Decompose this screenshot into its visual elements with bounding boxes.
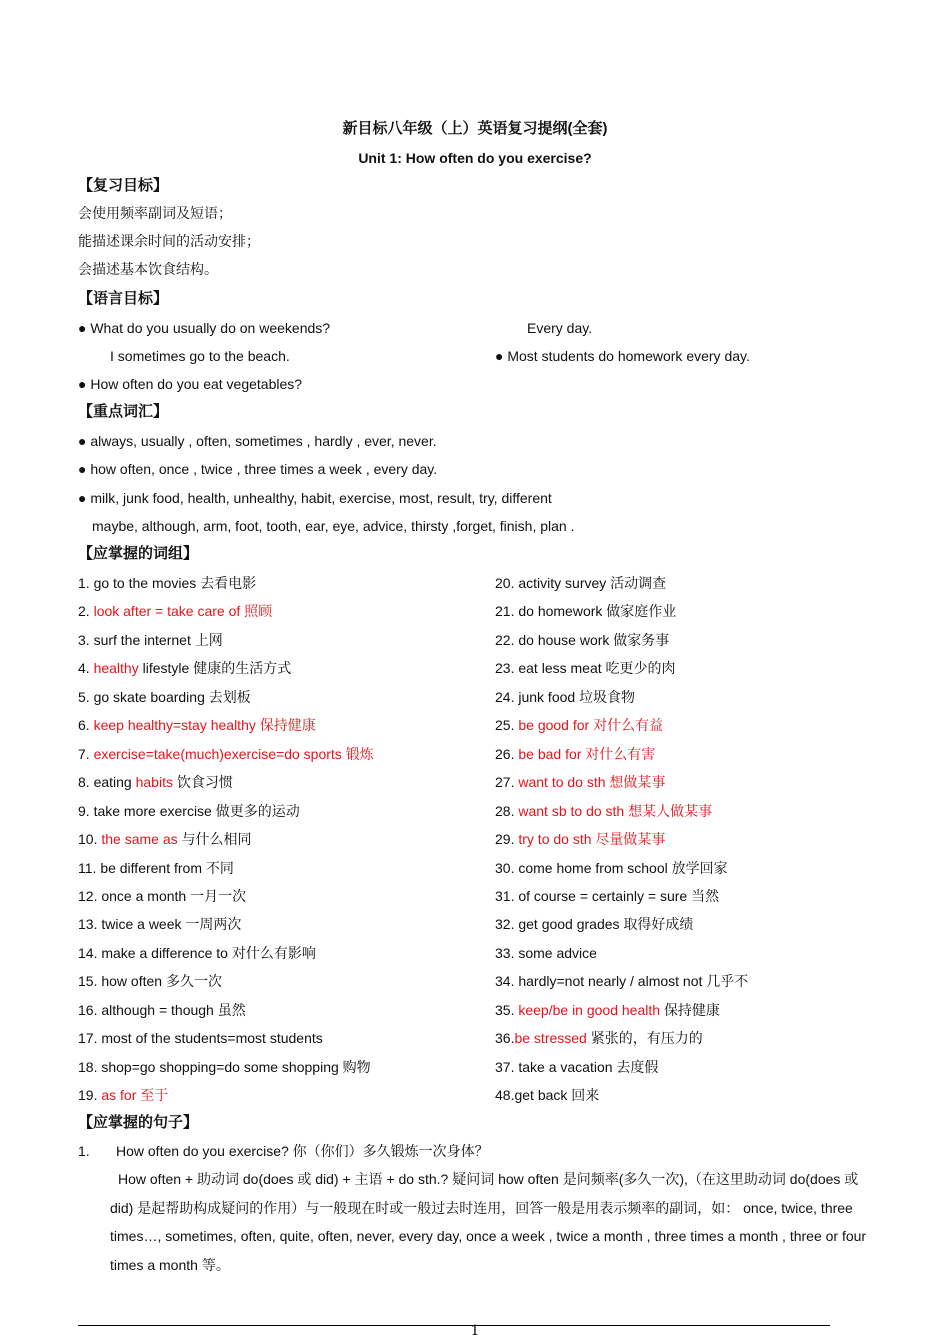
vocab-line: ● milk, junk food, health, unhealthy, habit, exercise, most, result, try, different	[78, 490, 552, 506]
phrase-segment: 25.	[495, 717, 519, 734]
phrase-segment: 13. twice a week	[78, 916, 186, 933]
phrase-segment: 20. activity survey	[495, 575, 611, 591]
phrase-item	[78, 886, 246, 907]
phrase-item	[495, 1028, 703, 1049]
phrase-item	[495, 772, 665, 793]
phrase-segment: 3. surf the internet	[78, 631, 195, 648]
phrase-item	[495, 886, 719, 907]
phrase-item	[495, 1000, 720, 1021]
phrase-segment: 去看电影	[200, 576, 257, 592]
page-number: 1	[470, 1323, 480, 1339]
phrase-segment: 保持健康	[259, 718, 316, 735]
vocab-line: ● how often, once , twice , three times a week , every day.	[78, 461, 438, 477]
phrase-segment: 6.	[78, 717, 94, 734]
sentence-number: 1.	[78, 1143, 90, 1159]
language-question: ● How often do you eat vegetables?	[78, 376, 303, 392]
goal-item: 会描述基本饮食结构。	[78, 262, 218, 278]
phrase-item	[495, 658, 676, 679]
goal-item: 会使用频率副词及短语；	[78, 206, 232, 222]
phrase-segment: 23. eat less meat	[495, 660, 606, 677]
phrase-segment: 健康的生活方式	[193, 661, 292, 678]
language-sentence: ● Most students do homework every day.	[495, 348, 750, 364]
phrase-segment: 26.	[495, 745, 519, 762]
phrase-item	[495, 914, 693, 935]
phrase-segment: 照顾	[244, 604, 273, 621]
language-question: ● What do you usually do on weekends?	[78, 320, 331, 336]
phrase-segment: 33. some advice	[495, 944, 597, 961]
phrase-segment: 保持健康	[663, 1002, 720, 1019]
phrase-segment: 27.	[495, 774, 519, 791]
phrase-item	[78, 658, 291, 679]
phrase-segment: 垃圾食物	[579, 689, 636, 706]
document-title: 新目标八年级（上）英语复习提纲(全套)	[342, 120, 608, 137]
phrase-segment: 尽量做某事	[595, 832, 666, 849]
phrase-segment: 36.	[495, 1030, 515, 1047]
goal-item: 能描述课余时间的活动安排；	[78, 234, 260, 250]
phrase-segment: 做家庭作业	[606, 604, 677, 621]
unit-title: Unit 1: How often do you exercise?	[358, 150, 592, 166]
phrase-segment: 24. junk food	[495, 688, 580, 705]
phrase-segment: 对什么有益	[593, 718, 664, 735]
phrase-segment: 至于	[140, 1088, 169, 1105]
phrase-item	[78, 630, 223, 651]
phrase-segment: 对什么有害	[585, 746, 656, 763]
phrase-item	[78, 601, 272, 622]
phrase-item	[78, 1028, 323, 1048]
phrase-segment: 18. shop=go shopping=do some shopping	[78, 1058, 343, 1075]
phrase-segment: 上网	[194, 632, 223, 649]
phrase-segment: as for	[101, 1087, 141, 1104]
phrase-segment: 几乎不	[706, 974, 749, 991]
phrase-segment: 17. most of the students=most students	[78, 1030, 323, 1047]
phrase-item	[78, 829, 252, 850]
phrase-segment: look after = take care of	[93, 603, 245, 620]
phrase-item	[495, 1057, 658, 1078]
section-heading-language: 【语言目标】	[78, 290, 169, 307]
phrase-segment: 做更多的运动	[215, 803, 300, 820]
phrase-segment: 与什么相同	[181, 832, 252, 849]
phrase-item	[78, 715, 316, 736]
phrase-segment: want to do sth	[518, 774, 610, 791]
phrase-item	[78, 687, 251, 708]
phrase-segment: 31. of course = certainly = sure	[495, 887, 692, 904]
phrase-segment: 10.	[78, 831, 102, 848]
phrase-segment: want sb to do sth	[518, 802, 629, 819]
phrase-item	[495, 630, 669, 651]
section-heading-vocab: 【重点词汇】	[78, 403, 169, 420]
phrase-segment: 做家务事	[613, 632, 670, 649]
phrase-segment: 21. do homework	[495, 603, 607, 620]
phrase-segment: 4.	[78, 660, 94, 677]
phrase-segment: healthy	[93, 660, 139, 677]
phrase-segment: 19.	[78, 1087, 102, 1104]
phrase-item	[495, 744, 655, 765]
phrase-segment: 2.	[78, 603, 94, 620]
phrase-segment: 32. get good grades	[495, 916, 624, 933]
language-answer: Every day.	[527, 320, 593, 336]
phrase-segment: 29.	[495, 831, 519, 848]
phrase-item	[78, 914, 241, 935]
phrase-item	[78, 1085, 168, 1106]
phrase-segment: 去度假	[616, 1059, 659, 1076]
phrase-segment: keep/be in good health	[518, 1001, 664, 1018]
phrase-segment: 当然	[691, 888, 720, 905]
phrase-segment: 想做某事	[609, 775, 666, 792]
phrase-segment: be stressed	[514, 1030, 591, 1047]
phrase-segment: 14. make a difference to	[78, 944, 232, 961]
phrase-segment: 15. how often	[78, 973, 166, 990]
phrase-item	[495, 715, 663, 736]
phrase-segment: 购物	[342, 1059, 371, 1076]
phrase-segment: 一周两次	[185, 917, 242, 934]
section-heading-sentences: 【应掌握的句子】	[78, 1114, 199, 1131]
phrase-segment: keep healthy=stay healthy	[93, 717, 260, 734]
phrase-item	[78, 744, 374, 765]
section-heading-goals: 【复习目标】	[78, 177, 169, 194]
phrase-segment: 48.get back	[495, 1087, 572, 1104]
phrase-segment: 37. take a vacation	[495, 1058, 617, 1075]
phrase-item	[78, 801, 300, 822]
phrase-segment: 30. come home from school	[495, 859, 672, 876]
phrase-segment: 去划板	[208, 689, 251, 706]
phrase-segment: 一月一次	[190, 888, 247, 905]
phrase-item	[495, 858, 728, 879]
phrase-segment: 28.	[495, 802, 519, 819]
sentence-explanation: How often + 助动词 do(does 或 did) + 主语 + do sth.? 疑问词 how often 是问频率(多久一次),（在这里助动词 do(does 或 did) 是起帮助构成疑问的作用）与一般现在时或一般过去时连用，回答一般是用表示频率的副词，如： once, twice, three times…, sometimes, often, quite, often, never, every day, once a week , twice a month , three times a month , three or four times a month 等。	[110, 1171, 867, 1273]
phrase-segment: be good for	[518, 717, 594, 734]
phrase-segment: 放学回家	[671, 860, 728, 877]
phrase-segment: be bad for	[518, 745, 586, 762]
language-answer: I sometimes go to the beach.	[110, 348, 290, 364]
phrase-item	[78, 1057, 371, 1078]
phrase-segment: 34. hardly=not nearly / almost not	[495, 973, 707, 990]
phrase-item	[78, 772, 233, 793]
phrase-item	[495, 971, 748, 992]
phrase-item	[78, 858, 234, 879]
phrase-item	[495, 687, 635, 708]
vocab-line: maybe, although, arm, foot, tooth, ear, eye, advice, thirsty ,forget, finish, plan .	[92, 518, 575, 534]
phrase-item	[495, 1085, 599, 1106]
phrase-segment: 8. eating	[78, 774, 136, 791]
phrase-segment: the same as	[101, 831, 182, 848]
phrase-segment: 12. once a month	[78, 887, 191, 904]
phrase-segment: 7.	[78, 745, 94, 762]
phrase-item	[495, 801, 712, 822]
phrase-segment: 活动调查	[610, 576, 667, 592]
section-heading-phrases: 【应掌握的词组】	[78, 545, 199, 562]
phrase-segment: 想某人做某事	[628, 803, 713, 820]
phrase-segment: 虽然	[217, 1002, 246, 1019]
phrase-item	[495, 573, 666, 594]
phrase-segment: lifestyle	[138, 660, 194, 677]
phrase-segment: try to do sth	[518, 831, 596, 848]
phrase-segment: 紧张的，有压力的	[590, 1031, 703, 1048]
phrase-segment: 22. do house work	[495, 631, 614, 648]
vocab-line: ● always, usually , often, sometimes , hardly , ever, never.	[78, 433, 437, 449]
phrase-segment: habits	[135, 774, 173, 791]
phrase-segment: 16. although = though	[78, 1001, 218, 1018]
phrase-segment: 吃更少的肉	[605, 661, 676, 678]
phrase-segment: 35.	[495, 1001, 519, 1018]
phrase-segment: 11. be different from	[78, 859, 206, 876]
phrase-segment: 取得好成绩	[623, 917, 694, 934]
phrase-segment: 不同	[205, 860, 234, 877]
phrase-segment: 多久一次	[165, 974, 222, 991]
phrase-item	[495, 601, 676, 622]
phrase-segment: 5. go skate boarding	[78, 688, 209, 705]
phrase-segment: exercise=take(much)exercise=do sports	[93, 745, 346, 762]
phrase-segment: 回来	[571, 1088, 600, 1105]
phrase-item	[495, 829, 665, 850]
phrase-item	[78, 971, 222, 992]
sentence-text: How often do you exercise? 你（你们）多久锻炼一次身体？	[116, 1143, 489, 1159]
phrase-item	[78, 1000, 246, 1021]
phrase-item	[78, 943, 316, 964]
phrase-item	[495, 943, 597, 963]
phrase-segment: 锻炼	[345, 746, 374, 763]
phrase-segment: 对什么有影响	[231, 945, 316, 962]
phrase-segment: 9. take more exercise	[78, 802, 216, 819]
phrase-segment: 1. go to the movies	[78, 575, 201, 591]
phrase-segment: 饮食习惯	[176, 775, 233, 792]
phrase-item	[78, 573, 256, 594]
